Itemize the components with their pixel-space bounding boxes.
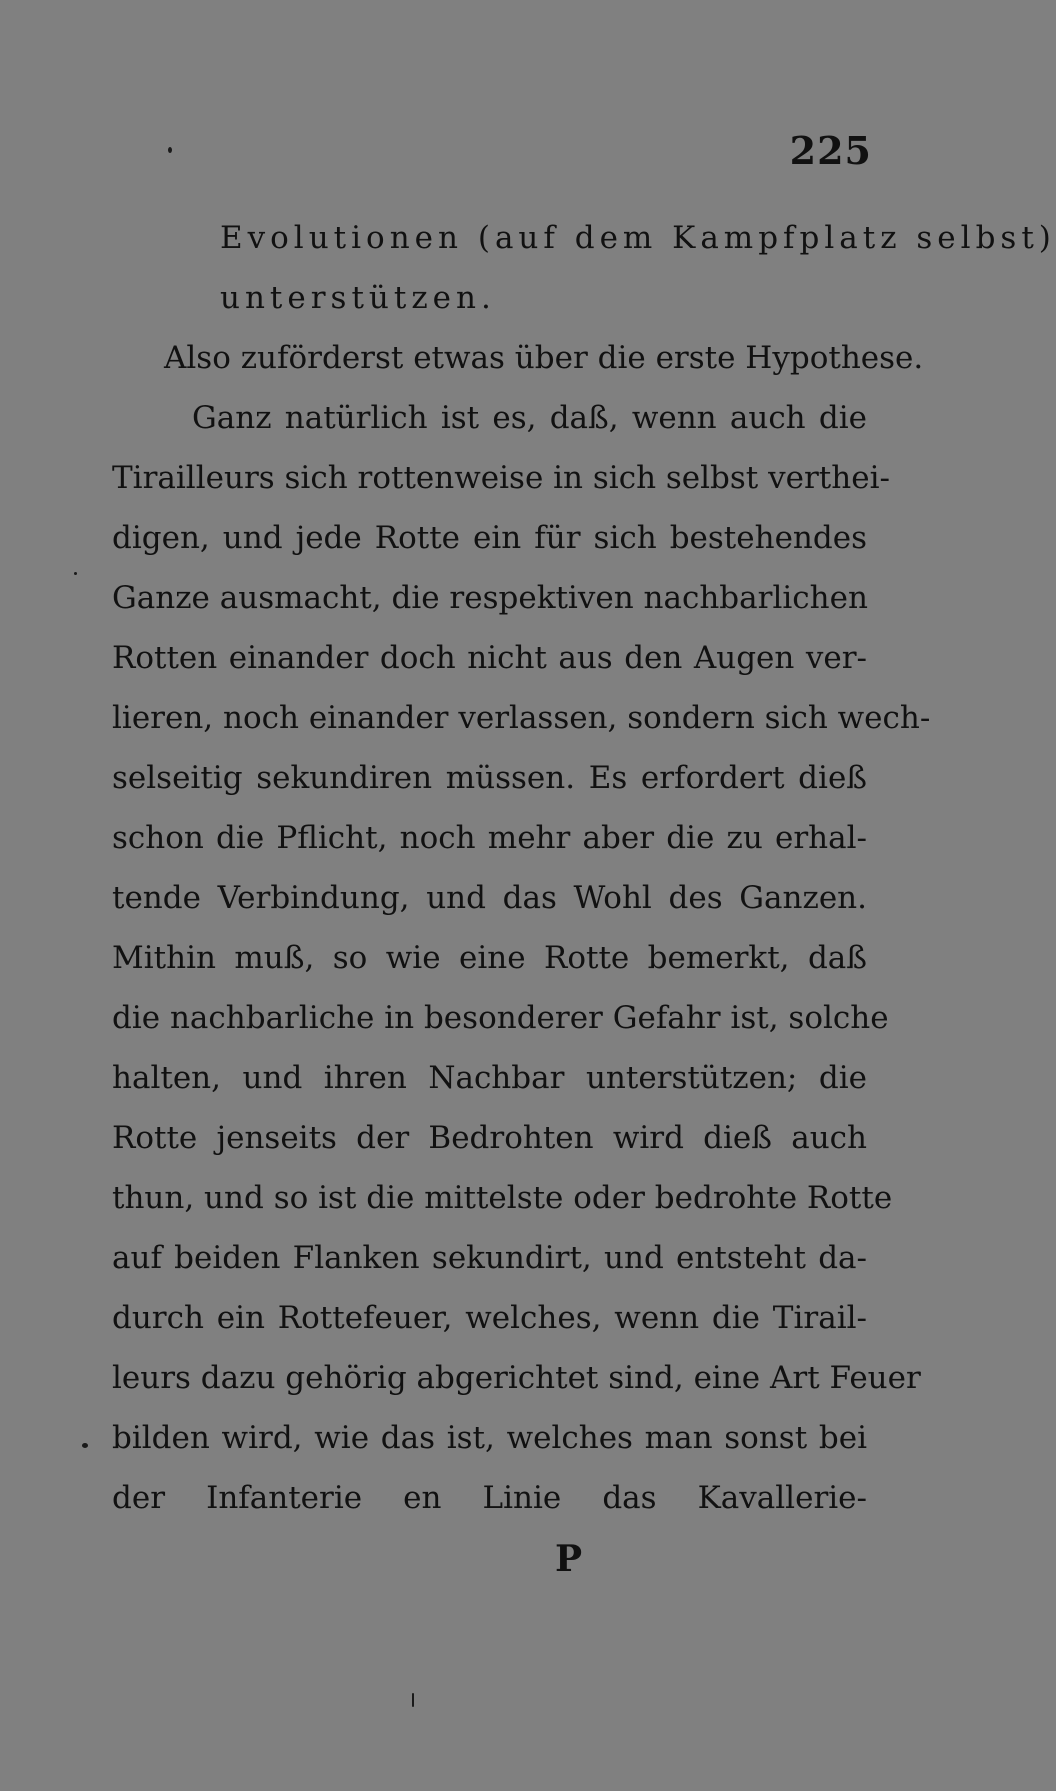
body-text [112, 208, 1056, 1528]
text-line: bilden wird, wie das ist, welches man sonst bei [112, 1420, 867, 1456]
text-line: Rotten einander doch nicht aus den Augen ver- [112, 640, 867, 676]
catchword: P [555, 1538, 583, 1580]
page-number: 225 [789, 128, 872, 173]
text-line: schon die Pflicht, noch mehr aber die zu erhal- [112, 820, 867, 856]
text-line: Ganze ausmacht, die respektiven nachbarlichen [112, 580, 868, 616]
text-line: der Infanterie en Linie das Kavallerie- [112, 1480, 867, 1516]
text-line: durch ein Rottefeuer, welches, wenn die Tirail- [112, 1300, 867, 1336]
text-line: Tirailleurs sich rottenweise in sich selbst verthei- [112, 460, 890, 496]
print-speck [82, 1443, 88, 1448]
text-line: halten, und ihren Nachbar unterstützen; die [112, 1060, 867, 1096]
text-line: Also zuförderst etwas über die erste Hypothese. [164, 340, 924, 376]
text-line: selseitig sekundiren müssen. Es erfordert dieß [112, 760, 867, 796]
text-line: thun, und so ist die mittelste oder bedrohte Rotte [112, 1180, 893, 1216]
text-line: leurs dazu gehörig abgerichtet sind, eine Art Feuer [112, 1360, 921, 1396]
text-line: auf beiden Flanken sekundirt, und entsteht da- [112, 1240, 867, 1276]
text-line: lieren, noch einander verlassen, sondern sich wech- [112, 700, 931, 736]
text-line: Ganz natürlich ist es, daß, wenn auch die [192, 400, 867, 436]
print-speck [74, 572, 77, 575]
print-speck [412, 1693, 414, 1707]
text-line: die nachbarliche in besonderer Gefahr ist, solche [112, 1000, 889, 1036]
text-line: Mithin muß, so wie eine Rotte bemerkt, daß [112, 940, 867, 976]
text-line: Rotte jenseits der Bedrohten wird dieß auch [112, 1120, 867, 1156]
text-line: Evolutionen (auf dem Kampfplatz selbst) [220, 220, 1056, 256]
print-speck [168, 147, 172, 153]
text-line: tende Verbindung, und das Wohl des Ganzen. [112, 880, 867, 916]
text-line: digen, und jede Rotte ein für sich bestehendes [112, 520, 867, 556]
text-line: unterstützen. [220, 280, 496, 316]
